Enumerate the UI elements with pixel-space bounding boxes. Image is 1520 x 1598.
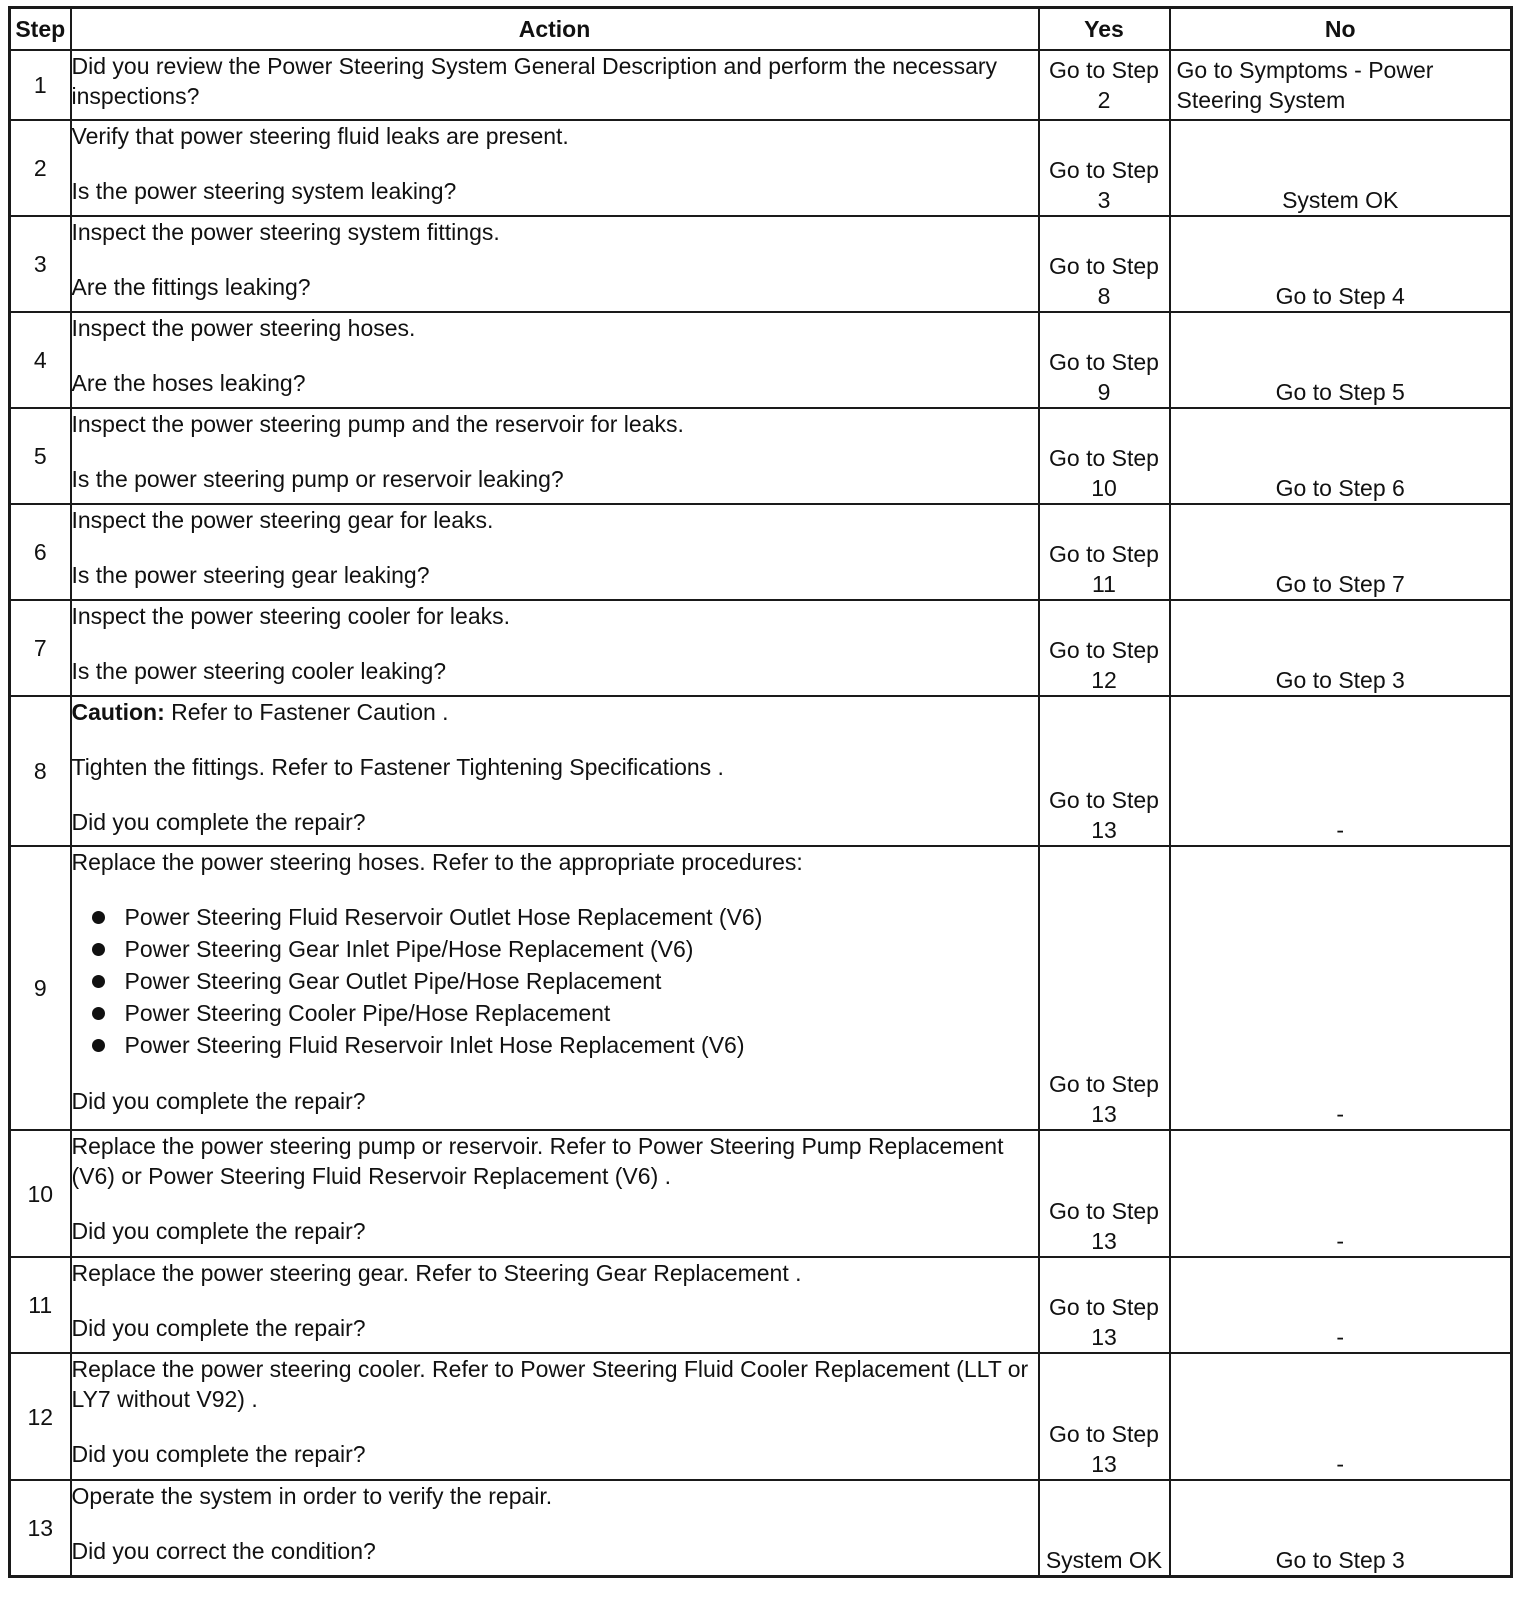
- yes-cell: Go to Step 10: [1039, 408, 1170, 504]
- action-text: Replace the power steering cooler. Refer to Power Steering Fluid Cooler Replacement (LLT or LY7 without V92) .: [71, 1356, 1029, 1412]
- action-question: Did you correct the condition?: [71, 1538, 376, 1564]
- list-item: [72, 901, 1038, 933]
- action-text: Verify that power steering fluid leaks are present.: [71, 123, 569, 149]
- action-cell: [71, 1353, 1039, 1480]
- no-cell: System OK: [1170, 120, 1512, 216]
- action-question: Did you complete the repair?: [71, 1315, 366, 1341]
- step-number: 13: [10, 1480, 71, 1576]
- yes-cell: Go to Step 13: [1039, 696, 1170, 846]
- table-row: [10, 846, 1512, 1130]
- procedure-link[interactable]: Power Steering Fluid Reservoir Outlet Hose Replacement (V6): [124, 904, 763, 930]
- header-yes: Yes: [1039, 8, 1170, 51]
- table-row: [10, 120, 1512, 216]
- no-cell: -: [1170, 1353, 1512, 1480]
- no-cell: Go to Symptoms - Power Steering System: [1170, 50, 1512, 120]
- step-number: 2: [10, 120, 71, 216]
- action-question: Did you complete the repair?: [71, 1088, 366, 1114]
- yes-cell: Go to Step 8: [1039, 216, 1170, 312]
- step-number: 5: [10, 408, 71, 504]
- header-no: No: [1170, 8, 1512, 51]
- action-question: Is the power steering system leaking?: [71, 178, 457, 204]
- bullet-icon: [92, 1007, 105, 1020]
- list-item: [72, 1029, 1038, 1061]
- caution-note: [72, 697, 1038, 727]
- bullet-icon: [92, 911, 105, 924]
- action-text: Tighten the fittings. Refer to Fastener Tightening Specifications .: [71, 754, 724, 780]
- action-question: Did you complete the repair?: [71, 809, 366, 835]
- step-number: 6: [10, 504, 71, 600]
- no-cell: -: [1170, 696, 1512, 846]
- action-cell: [71, 312, 1039, 408]
- yes-cell: System OK: [1039, 1480, 1170, 1576]
- bullet-icon: [92, 975, 105, 988]
- header-step: Step: [10, 8, 71, 51]
- table-row: [10, 504, 1512, 600]
- action-question: Is the power steering cooler leaking?: [71, 658, 447, 684]
- no-cell: Go to Step 5: [1170, 312, 1512, 408]
- table-row: [10, 50, 1512, 120]
- no-cell: Go to Step 6: [1170, 408, 1512, 504]
- action-cell: [71, 1130, 1039, 1257]
- no-cell: Go to Step 3: [1170, 600, 1512, 696]
- yes-cell: Go to Step 13: [1039, 1353, 1170, 1480]
- step-number: 11: [10, 1257, 71, 1353]
- action-text: Operate the system in order to verify the repair.: [71, 1483, 553, 1509]
- step-number: 1: [10, 50, 71, 120]
- header-action: Action: [71, 8, 1039, 51]
- bullet-icon: [92, 1039, 105, 1052]
- no-cell: -: [1170, 1257, 1512, 1353]
- yes-cell: Go to Step 12: [1039, 600, 1170, 696]
- action-text: Replace the power steering pump or reservoir. Refer to Power Steering Pump Replacement (V6) or Power Steering Fluid Reservoir Replacement (V6) .: [71, 1133, 1004, 1189]
- yes-cell: Go to Step 11: [1039, 504, 1170, 600]
- action-text: Replace the power steering hoses. Refer to the appropriate procedures:: [71, 849, 803, 875]
- action-cell: [71, 504, 1039, 600]
- table-row: [10, 696, 1512, 846]
- procedure-link[interactable]: Power Steering Gear Outlet Pipe/Hose Replacement: [124, 968, 662, 994]
- no-cell: -: [1170, 846, 1512, 1130]
- procedure-link[interactable]: Power Steering Gear Inlet Pipe/Hose Replacement (V6): [124, 936, 694, 962]
- procedure-link[interactable]: Power Steering Fluid Reservoir Inlet Hose Replacement (V6): [124, 1032, 745, 1058]
- list-item: [72, 965, 1038, 997]
- header-row: [10, 8, 1512, 51]
- table-row: [10, 600, 1512, 696]
- no-cell: -: [1170, 1130, 1512, 1257]
- action-cell: [71, 50, 1039, 120]
- no-cell: Go to Step 3: [1170, 1480, 1512, 1576]
- action-text: Inspect the power steering gear for leaks.: [71, 507, 494, 533]
- caution-label: Caution:: [71, 699, 165, 725]
- step-number: 3: [10, 216, 71, 312]
- action-question: Are the fittings leaking?: [71, 274, 311, 300]
- list-item: [72, 933, 1038, 965]
- action-text: Inspect the power steering pump and the reservoir for leaks.: [71, 411, 684, 437]
- action-text: Replace the power steering gear. Refer to Steering Gear Replacement .: [71, 1260, 802, 1286]
- step-number: 4: [10, 312, 71, 408]
- step-number: 12: [10, 1353, 71, 1480]
- table-row: [10, 1257, 1512, 1353]
- yes-cell: Go to Step 3: [1039, 120, 1170, 216]
- yes-cell: Go to Step 13: [1039, 1257, 1170, 1353]
- table-row: [10, 216, 1512, 312]
- action-cell: [71, 846, 1039, 1130]
- step-number: 8: [10, 696, 71, 846]
- action-cell: [71, 696, 1039, 846]
- action-text: Inspect the power steering system fittings.: [71, 219, 500, 245]
- action-text: Inspect the power steering cooler for leaks.: [71, 603, 511, 629]
- action-cell: [71, 408, 1039, 504]
- action-question: Did you complete the repair?: [71, 1441, 366, 1467]
- yes-cell: Go to Step 13: [1039, 846, 1170, 1130]
- procedure-link[interactable]: Power Steering Cooler Pipe/Hose Replacement: [124, 1000, 611, 1026]
- action-cell: [71, 216, 1039, 312]
- table-row: [10, 1480, 1512, 1576]
- table-row: [10, 408, 1512, 504]
- yes-cell: Go to Step 9: [1039, 312, 1170, 408]
- diagnostic-table: [8, 6, 1513, 1578]
- action-cell: [71, 1480, 1039, 1576]
- step-number: 9: [10, 846, 71, 1130]
- action-question: Did you complete the repair?: [71, 1218, 366, 1244]
- no-cell: Go to Step 7: [1170, 504, 1512, 600]
- action-text: Inspect the power steering hoses.: [71, 315, 416, 341]
- bullet-icon: [92, 943, 105, 956]
- action-cell: [71, 600, 1039, 696]
- action-question: Are the hoses leaking?: [71, 370, 306, 396]
- action-cell: [71, 1257, 1039, 1353]
- step-number: 10: [10, 1130, 71, 1257]
- action-text: Did you review the Power Steering System General Description and perform the necessary inspections?: [71, 53, 998, 109]
- caution-text: Refer to Fastener Caution .: [164, 699, 449, 725]
- list-item: [72, 997, 1038, 1029]
- action-question: Is the power steering pump or reservoir leaking?: [71, 466, 564, 492]
- action-cell: [71, 120, 1039, 216]
- table-row: [10, 1130, 1512, 1257]
- yes-cell: Go to Step 2: [1039, 50, 1170, 120]
- step-number: 7: [10, 600, 71, 696]
- table-row: [10, 312, 1512, 408]
- procedure-list: [72, 901, 1038, 1061]
- table-row: [10, 1353, 1512, 1480]
- no-cell: Go to Step 4: [1170, 216, 1512, 312]
- action-question: Is the power steering gear leaking?: [71, 562, 430, 588]
- yes-cell: Go to Step 13: [1039, 1130, 1170, 1257]
